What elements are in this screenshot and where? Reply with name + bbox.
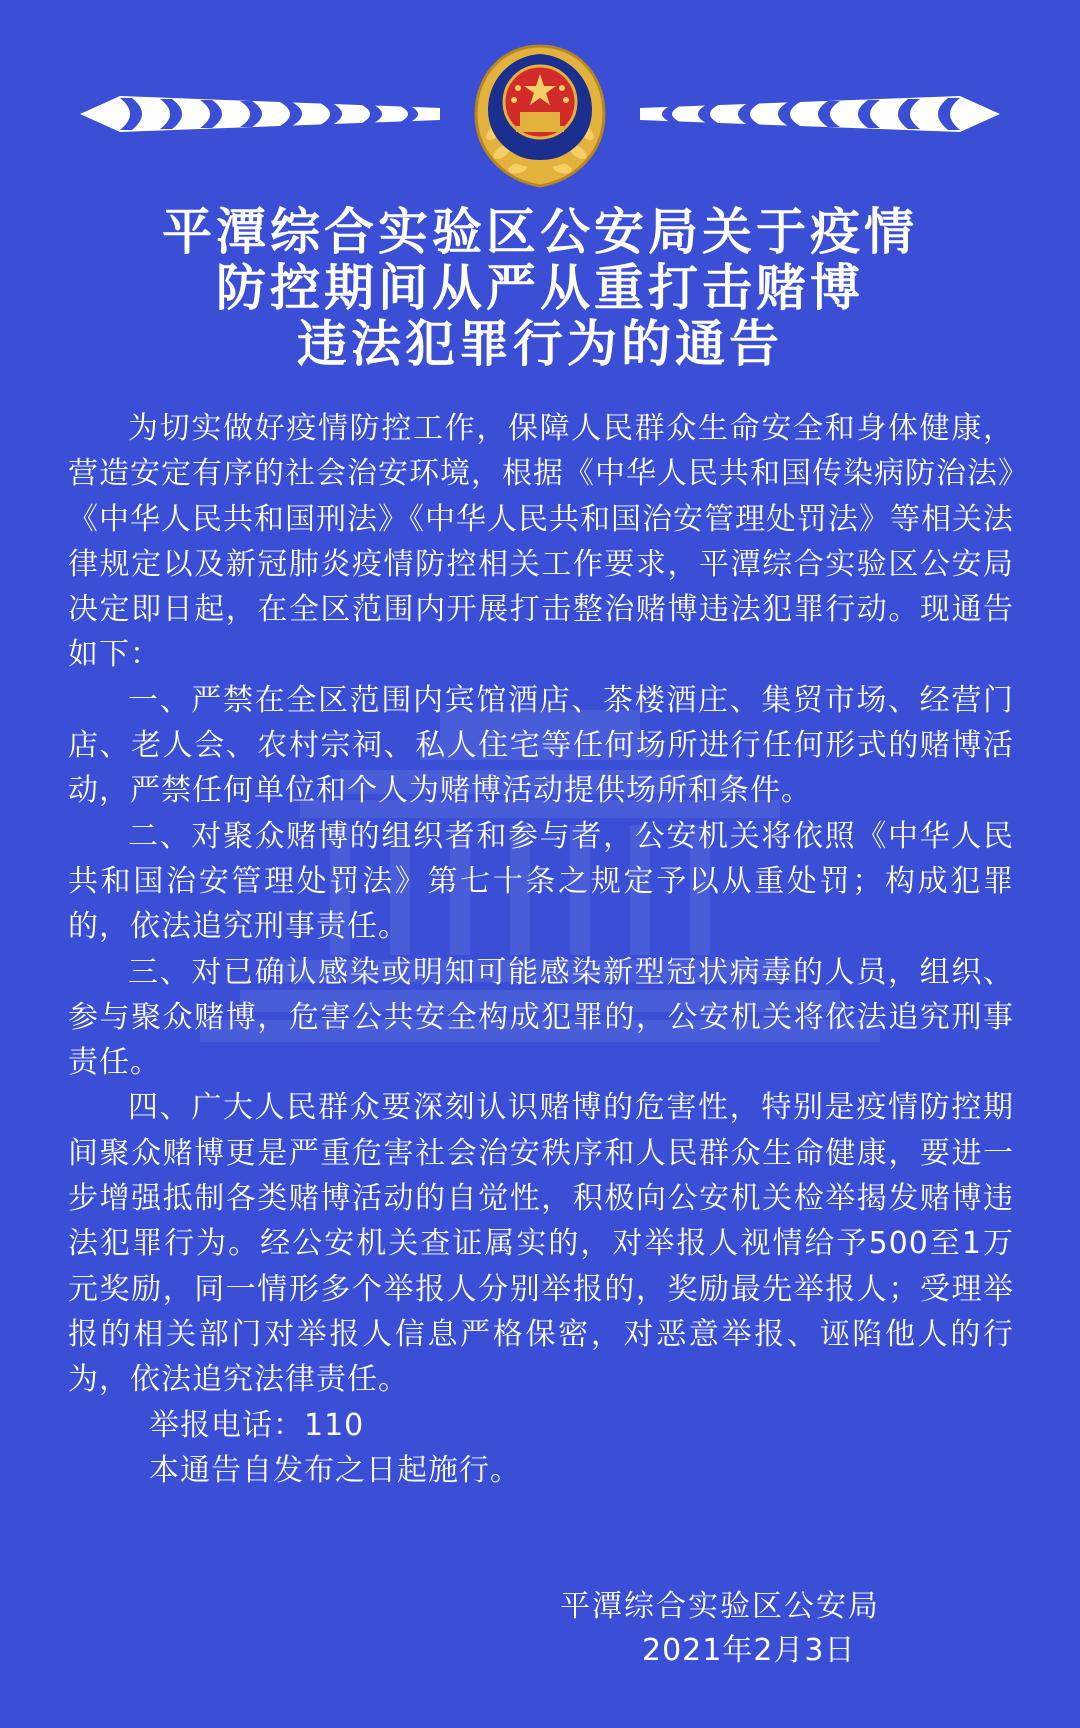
police-badge-emblem-icon [468,40,612,190]
clause-1-paragraph: 一、严禁在全区范围内宾馆酒店、茶楼酒庄、集贸市场、经营门店、老人会、农村宗祠、私人住宅等任何场所进行任何形式的赌博活动，严禁任何单位和个人为赌博活动提供场所和条件。 [68,682,1014,809]
signature-block [560,1585,960,1673]
left-wing-icon [80,88,440,140]
clause-3-paragraph: 三、对已确认感染或明知可能感染新型冠状病毒的人员，组织、参与聚众赌博，危害公共安全构成犯罪的，公安机关将依法追究刑事责任。 [68,954,1014,1081]
notice-body [68,406,1014,1493]
clause-4-paragraph: 四、广大人民群众要深刻认识赌博的危害性，特别是疫情防控期间聚众赌博更是严重危害社会治安秩序和人民群众生命健康，要进一步增强抵制各类赌博活动的自觉性，积极向公安机关检举揭发赌博违法犯罪行为。经公安机关查证属实的，对举报人视情给予500至1万元奖励，同一情形多个举报人分别举报的，奖励最先举报人；受理举报的相关部门对举报人信息严格保密，对恶意举报、诬陷他人的行为，依法追究法律责任。 [68,1090,1014,1398]
right-wing-icon [640,88,1000,140]
issuing-organization: 平潭综合实验区公安局 [560,1589,880,1624]
notice-title [0,204,1080,372]
title-line-1: 平潭综合实验区公安局关于疫情 [162,202,918,261]
hotline-line: 举报电话：110 [149,1407,365,1443]
title-line-3: 违法犯罪行为的通告 [297,314,783,373]
title-line-2: 防控期间从严从重打击赌博 [216,258,864,317]
intro-paragraph: 为切实做好疫情防控工作，保障人民群众生命安全和身体健康，营造安定有序的社会治安环境，根据《中华人民共和国传染病防治法》《中华人民共和国刑法》《中华人民共和国治安管理处罚法》等相关法律规定以及新冠肺炎疫情防控相关工作要求，平潭综合实验区公安局决定即日起，在全区范围内开展打击整治赌博违法犯罪行动。现通告如下： [68,411,1014,673]
clause-2-paragraph: 二、对聚众赌博的组织者和参与者，公安机关将依照《中华人民共和国治安管理处罚法》第七十条之规定予以从重处罚；构成犯罪的，依法追究刑事责任。 [68,818,1014,945]
issue-date: 2021年2月3日 [642,1633,856,1668]
effective-date-line: 本通告自发布之日起施行。 [149,1452,521,1488]
